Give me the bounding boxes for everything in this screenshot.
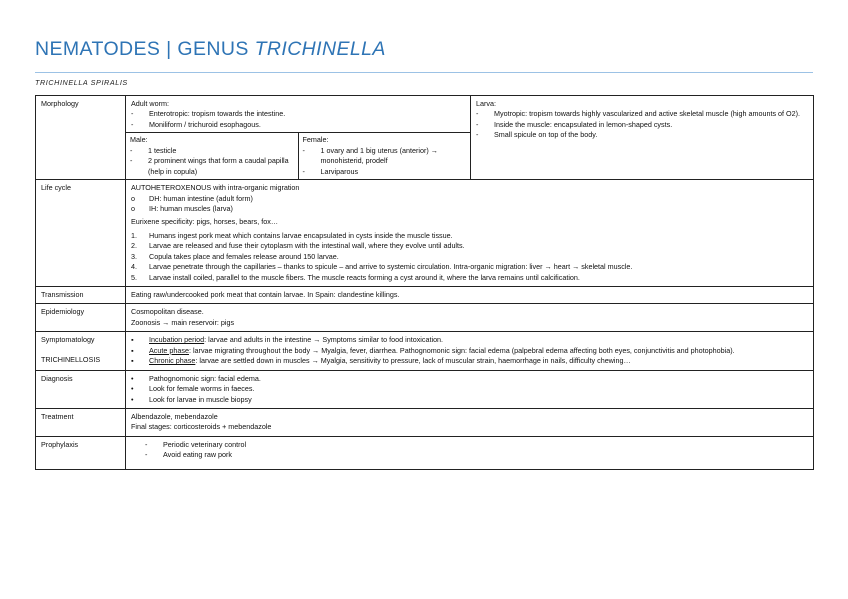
- treatment-line: Final stages: corticosteroids + mebendazole: [131, 422, 272, 432]
- epidemiology-line: Cosmopolitan disease.: [131, 307, 204, 317]
- row-treatment: [36, 408, 814, 436]
- list-item: - Moniliform / trichuroid esophagous.: [131, 120, 465, 130]
- list-item: 4. Larvae penetrate through the capillaries – thanks to spicule – and arrive to systemic circulation. Intra-organic migration: liver → heart → skeletal muscle.: [131, 262, 633, 272]
- row-transmission: [36, 287, 814, 304]
- list-item: 3. Copula takes place and females release around 150 larvae.: [131, 251, 339, 261]
- list-item: - 2 prominent wings that form a caudal papilla (help in copula): [130, 156, 294, 177]
- female-cell: [298, 133, 470, 179]
- sex-subtable: [126, 132, 470, 179]
- list-item: • Pathognomonic sign: facial edema.: [131, 374, 808, 384]
- list-item: ▪ Acute phase: larvae migrating throughout the body → Myalgia, fever, diarrhea. Pathognomonic sign: facial edema (palpebral edema affecting both eyes, conjunctivitis and photophobia).: [131, 346, 808, 356]
- title-genus: TRICHINELLA: [254, 38, 386, 60]
- row-diagnosis: [36, 370, 814, 408]
- title-divider: [35, 72, 813, 73]
- list-item: ▪ Incubation period: larvae and adults in the intestine → Symptoms similar to food intoxication.: [131, 335, 808, 345]
- diagnosis-cell: [126, 370, 814, 408]
- list-item: ▪ Chronic phase: larvae are settled down in muscles → Myalgia, sensitivity to pressure, lack of muscular strain, haemorrhage in nails, difficulty chewing…: [131, 356, 808, 366]
- lifecycle-cell: [126, 180, 814, 287]
- label-prophylaxis: Prophylaxis: [36, 436, 126, 469]
- row-lifecycle: [36, 180, 814, 287]
- list-item: - Periodic veterinary control: [145, 440, 808, 450]
- treatment-line: Albendazole, mebendazole: [131, 411, 218, 421]
- larva-heading: Larva:: [476, 99, 496, 108]
- page-title: [35, 38, 386, 61]
- row-symptomatology: [36, 332, 814, 370]
- morphology-larva-cell: [471, 96, 814, 180]
- symptomatology-label: Symptomatology: [41, 335, 95, 345]
- label-symptomatology: [36, 332, 126, 370]
- species-table: [35, 95, 814, 470]
- label-treatment: Treatment: [36, 408, 126, 436]
- list-item: 2. Larvae are released and fuse their cytoplasm with the intestinal wall, where they evolve until adults.: [131, 241, 465, 251]
- eurixene-text: Eurixene specificity: pigs, horses, bears, fox…: [131, 217, 279, 227]
- list-item: • Look for female worms in faeces.: [131, 384, 808, 394]
- label-morphology: Morphology: [36, 96, 126, 180]
- adult-heading: Adult worm:: [131, 99, 169, 108]
- prophylaxis-cell: [126, 436, 814, 469]
- disease-name: TRICHINELLOSIS: [41, 354, 101, 364]
- row-epidemiology: [36, 304, 814, 332]
- list-item: - Myotropic: tropism towards highly vascularized and active skeletal muscle (high amounts of O2).: [476, 109, 808, 119]
- title-main: NEMATODES | GENUS: [35, 38, 255, 60]
- label-transmission: Transmission: [36, 287, 126, 304]
- symptomatology-cell: [126, 332, 814, 370]
- list-item: - Avoid eating raw pork: [145, 450, 808, 460]
- male-heading: Male:: [130, 135, 148, 145]
- list-item: - Small spicule on top of the body.: [476, 130, 808, 140]
- list-item: 5. Larvae install coiled, parallel to the muscle fibers. The muscle reacts forming a cyst around it, where the larva remains until calcification.: [131, 272, 580, 282]
- species-subtitle: TRICHINELLA SPIRALIS: [35, 78, 128, 87]
- list-item: - 1 testicle: [130, 146, 294, 156]
- label-diagnosis: Diagnosis: [36, 370, 126, 408]
- list-item: • Look for larvae in muscle biopsy: [131, 395, 808, 405]
- male-cell: [126, 133, 298, 179]
- list-item: 1. Humans ingest pork meat which contains larvae encapsulated in cysts inside the muscle tissue.: [131, 230, 453, 240]
- label-lifecycle: Life cycle: [36, 180, 126, 287]
- epidemiology-line: Zoonosis → main reservoir: pigs: [131, 317, 235, 327]
- list-item: - Larviparous: [303, 167, 467, 177]
- list-item: - Enterotropic: tropism towards the intestine.: [131, 109, 465, 119]
- list-item: - 1 ovary and 1 big uterus (anterior) → monohisterid, prodelf: [303, 146, 467, 167]
- epidemiology-cell: [126, 304, 814, 332]
- list-item: o DH: human intestine (adult form): [131, 194, 808, 204]
- label-epidemiology: Epidemiology: [36, 304, 126, 332]
- morphology-adult-cell: [126, 96, 471, 180]
- female-heading: Female:: [302, 135, 329, 145]
- row-prophylaxis: [36, 436, 814, 469]
- row-morphology: [36, 96, 814, 180]
- list-item: o IH: human muscles (larva): [131, 204, 808, 214]
- treatment-cell: [126, 408, 814, 436]
- lifecycle-heading: AUTOHETEROXENOUS with intra-organic migration: [131, 183, 300, 193]
- transmission-text: Eating raw/undercooked pork meat that contain larvae. In Spain: clandestine killings.: [126, 287, 814, 304]
- list-item: - Inside the muscle: encapsulated in lemon-shaped cysts.: [476, 120, 808, 130]
